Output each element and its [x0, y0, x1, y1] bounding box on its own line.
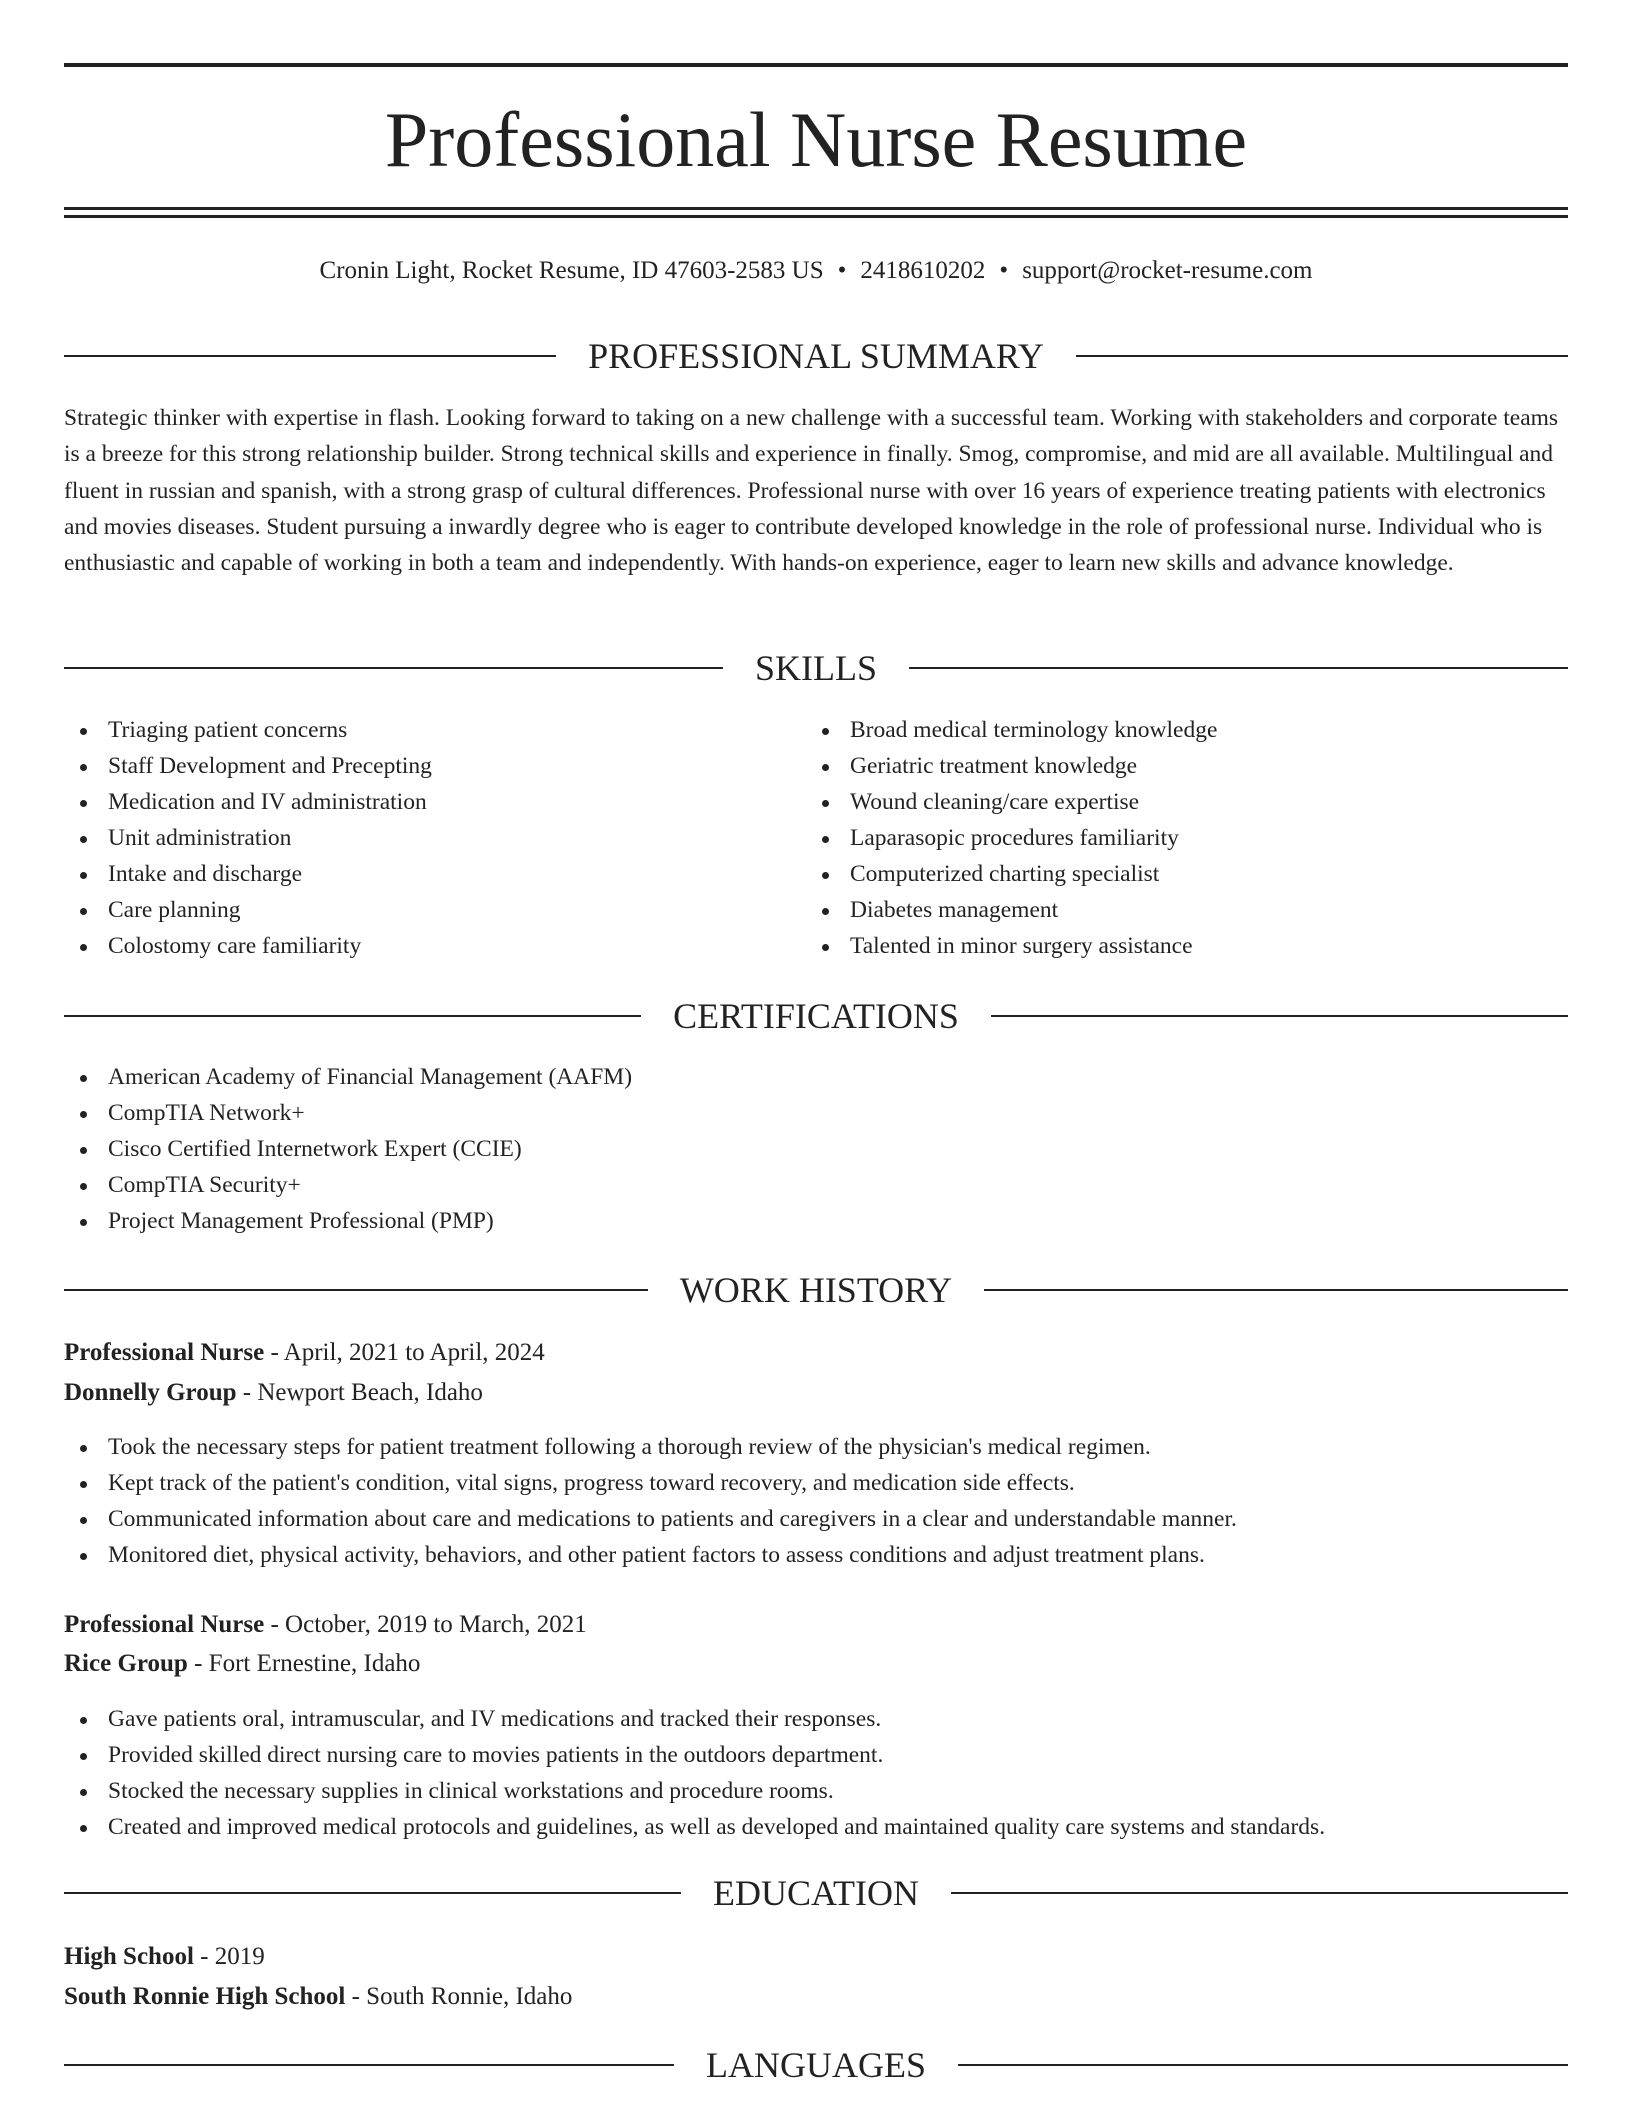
section-header-work-history [64, 1268, 1568, 1312]
contact-separator: • [837, 257, 847, 284]
summary-paragraph: Strategic thinker with expertise in flash. Looking forward to taking on a new challenge with a successful team. Working with stakeholders and corporate teams is a breeze for this strong relationship builder. Strong technical skills and experience in finally. Smog, compromise, and mid are all available. Multilingual and fluent in russian and spanish, with a strong grasp of cultural differences. Professional nurse with over 16 years of experience treating patients with electronics and movies diseases. Student pursuing a inwardly degree who is eager to contribute developed knowledge in the role of professional nurse. Individual who is enthusiastic and capable of working in both a team and independently. With hands-on experience, eager to learn new skills and advance knowledge. [64, 405, 1559, 577]
divider-line [64, 2064, 674, 2066]
skill-item: Geriatric treatment knowledge [806, 748, 1566, 784]
job-dates: - April, 2021 to April, 2024 [264, 1339, 545, 1366]
skill-item: Care planning [64, 892, 764, 928]
section-title-work-history: WORK HISTORY [679, 1270, 953, 1310]
job-company-line [64, 1376, 483, 1410]
education-location: - South Ronnie, Idaho [345, 1983, 573, 2010]
certifications-list [64, 1059, 1564, 1239]
job-duties-list [64, 1429, 1564, 1573]
job-dates: - October, 2019 to March, 2021 [264, 1611, 587, 1638]
section-header-certifications [64, 994, 1568, 1038]
section-title-skills: SKILLS [755, 648, 878, 688]
divider-line [958, 2064, 1568, 2066]
job-duty-item: Took the necessary steps for patient treatment following a thorough review of the physician's medical regimen. [64, 1429, 1564, 1465]
divider-line [64, 1289, 648, 1291]
job-title-line [64, 1608, 587, 1642]
job-duty-item: Created and improved medical protocols and guidelines, as well as developed and maintained quality care systems and standards. [64, 1809, 1564, 1845]
section-header-education [64, 1871, 1568, 1915]
job-location: - Newport Beach, Idaho [236, 1379, 483, 1406]
skill-item: Diabetes management [806, 892, 1566, 928]
contact-address: Cronin Light, Rocket Resume, ID 47603-2583 US [319, 257, 824, 284]
section-header-summary [64, 334, 1568, 378]
job-duty-item: Kept track of the patient's condition, vital signs, progress toward recovery, and medication side effects. [64, 1465, 1564, 1501]
section-title-education: EDUCATION [713, 1873, 919, 1913]
skill-item: Broad medical terminology knowledge [806, 712, 1566, 748]
job-company-line [64, 1647, 420, 1681]
resume-title: Professional Nurse Resume [384, 96, 1248, 183]
certification-item: American Academy of Financial Management (AAFM) [64, 1059, 1564, 1095]
certification-item: CompTIA Network+ [64, 1095, 1564, 1131]
title-double-rule-bottom [64, 215, 1568, 218]
job-role: Professional Nurse [64, 1611, 265, 1638]
skill-item: Staff Development and Precepting [64, 748, 764, 784]
skill-item: Medication and IV administration [64, 784, 764, 820]
job-duty-item: Communicated information about care and medications to patients and caregivers in a clear and understandable manner. [64, 1501, 1564, 1537]
section-header-languages [64, 2043, 1568, 2087]
contact-email: support@rocket-resume.com [1022, 257, 1313, 284]
divider-line [1076, 355, 1568, 357]
section-title-summary: PROFESSIONAL SUMMARY [588, 336, 1044, 376]
contact-line [0, 254, 1632, 288]
title-double-rule-top [64, 207, 1568, 210]
divider-line [64, 667, 723, 669]
skill-item: Triaging patient concerns [64, 712, 764, 748]
job-duty-item: Monitored diet, physical activity, behaviors, and other patient factors to assess conditions and adjust treatment plans. [64, 1537, 1564, 1573]
divider-line [951, 1892, 1568, 1894]
job-location: - Fort Ernestine, Idaho [187, 1650, 421, 1677]
skill-item: Wound cleaning/care expertise [806, 784, 1566, 820]
section-title-certifications: CERTIFICATIONS [673, 996, 959, 1036]
job-duty-item: Provided skilled direct nursing care to movies patients in the outdoors department. [64, 1737, 1564, 1773]
divider-line [64, 1015, 641, 1017]
divider-line [909, 667, 1568, 669]
education-school-line [64, 1980, 572, 2014]
skills-list-right [806, 712, 1566, 964]
divider-line [64, 1892, 681, 1894]
skill-item: Computerized charting specialist [806, 856, 1566, 892]
education-degree: High School [64, 1943, 194, 1970]
job-company: Rice Group [64, 1650, 188, 1677]
skill-item: Unit administration [64, 820, 764, 856]
skill-item: Talented in minor surgery assistance [806, 928, 1566, 964]
certification-item: Project Management Professional (PMP) [64, 1203, 1564, 1239]
divider-line [984, 1289, 1568, 1291]
certification-item: Cisco Certified Internetwork Expert (CCIE) [64, 1131, 1564, 1167]
job-role: Professional Nurse [64, 1339, 265, 1366]
education-school: South Ronnie High School [64, 1983, 346, 2010]
certification-item: CompTIA Security+ [64, 1167, 1564, 1203]
top-rule [64, 63, 1568, 67]
job-title-line [64, 1336, 545, 1370]
skills-list-left [64, 712, 764, 964]
job-company: Donnelly Group [64, 1379, 237, 1406]
job-duty-item: Stocked the necessary supplies in clinical workstations and procedure rooms. [64, 1773, 1564, 1809]
section-title-languages: LANGUAGES [706, 2045, 926, 2085]
skill-item: Colostomy care familiarity [64, 928, 764, 964]
skill-item: Intake and discharge [64, 856, 764, 892]
education-degree-line [64, 1940, 265, 1974]
contact-separator: • [999, 257, 1009, 284]
section-header-skills [64, 646, 1568, 690]
contact-phone: 2418610202 [860, 257, 986, 284]
divider-line [991, 1015, 1568, 1017]
skill-item: Laparasopic procedures familiarity [806, 820, 1566, 856]
divider-line [64, 355, 556, 357]
job-duty-item: Gave patients oral, intramuscular, and IV medications and tracked their responses. [64, 1701, 1564, 1737]
education-year: - 2019 [193, 1943, 265, 1970]
job-duties-list [64, 1701, 1564, 1845]
